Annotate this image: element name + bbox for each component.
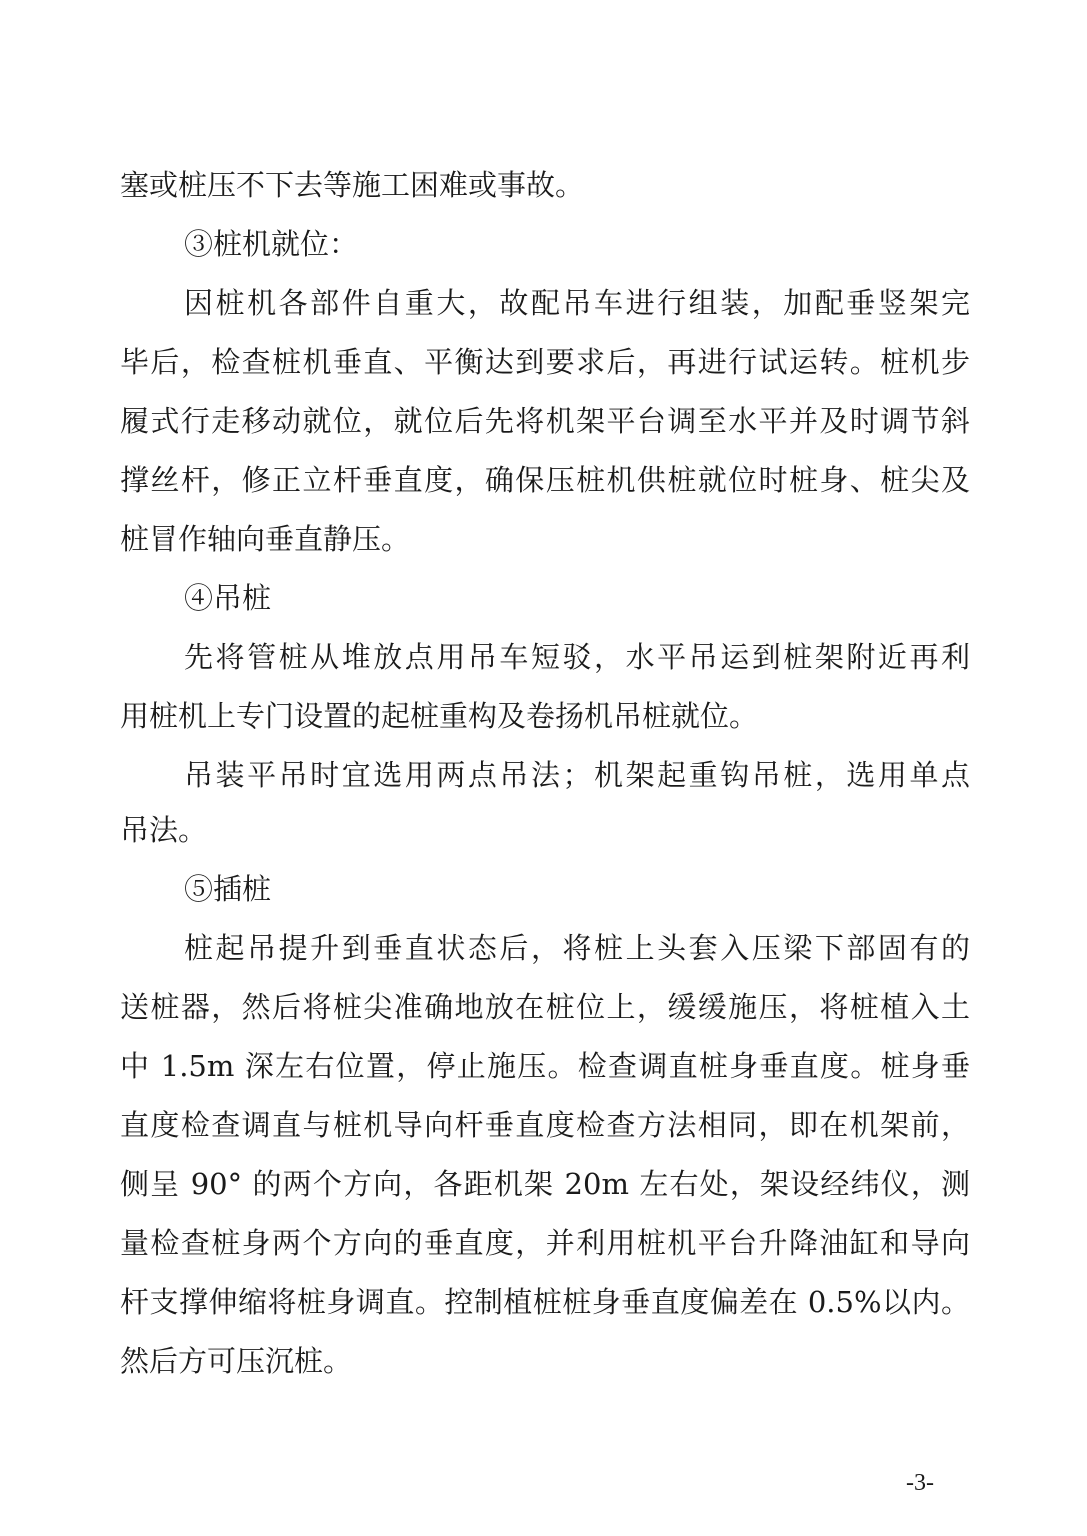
text-line: 然后方可压沉桩。	[120, 1344, 353, 1378]
text-line: 吊法。	[120, 813, 208, 847]
text-line: 履式行走移动就位，就位后先将机架平台调至水平并及时调节斜	[120, 404, 970, 438]
text-line: 杆支撑伸缩将桩身调直。控制植桩桩身垂直度偏差在 0.5%以内。	[120, 1285, 970, 1319]
text-line: 吊装平吊时宜选用两点吊法；机架起重钩吊桩，选用单点	[184, 758, 970, 792]
section-heading: ⑤插桩	[184, 872, 272, 906]
text-line: 塞或桩压不下去等施工困难或事故。	[120, 168, 585, 202]
text-line: 直度检查调直与桩机导向杆垂直度检查方法相同，即在机架前，	[120, 1108, 970, 1142]
text-line: 先将管桩从堆放点用吊车短驳，水平吊运到桩架附近再利	[184, 640, 970, 674]
text-line: 侧呈 90° 的两个方向，各距机架 20m 左右处，架设经纬仪，测	[120, 1167, 970, 1201]
text-line: 中 1.5m 深左右位置，停止施压。检查调直桩身垂直度。桩身垂	[120, 1049, 970, 1083]
page-number: -3-	[906, 1470, 934, 1496]
text-line: 量检查桩身两个方向的垂直度，并利用桩机平台升降油缸和导向	[120, 1226, 970, 1260]
text-line: 桩冒作轴向垂直静压。	[120, 522, 411, 556]
text-line: 撑丝杆，修正立杆垂直度，确保压桩机供桩就位时桩身、桩尖及	[120, 463, 970, 497]
text-line: 因桩机各部件自重大，故配吊车进行组装，加配垂竖架完	[184, 286, 970, 320]
text-line: 送桩器，然后将桩尖准确地放在桩位上，缓缓施压，将桩植入土	[120, 990, 970, 1024]
section-heading: ③桩机就位：	[184, 227, 359, 261]
text-line: 用桩机上专门设置的起桩重构及卷扬机吊桩就位。	[120, 699, 759, 733]
section-heading: ④吊桩	[184, 581, 272, 615]
text-line: 桩起吊提升到垂直状态后，将桩上头套入压梁下部固有的	[184, 931, 970, 965]
text-line: 毕后，检查桩机垂直、平衡达到要求后，再进行试运转。桩机步	[120, 345, 970, 379]
